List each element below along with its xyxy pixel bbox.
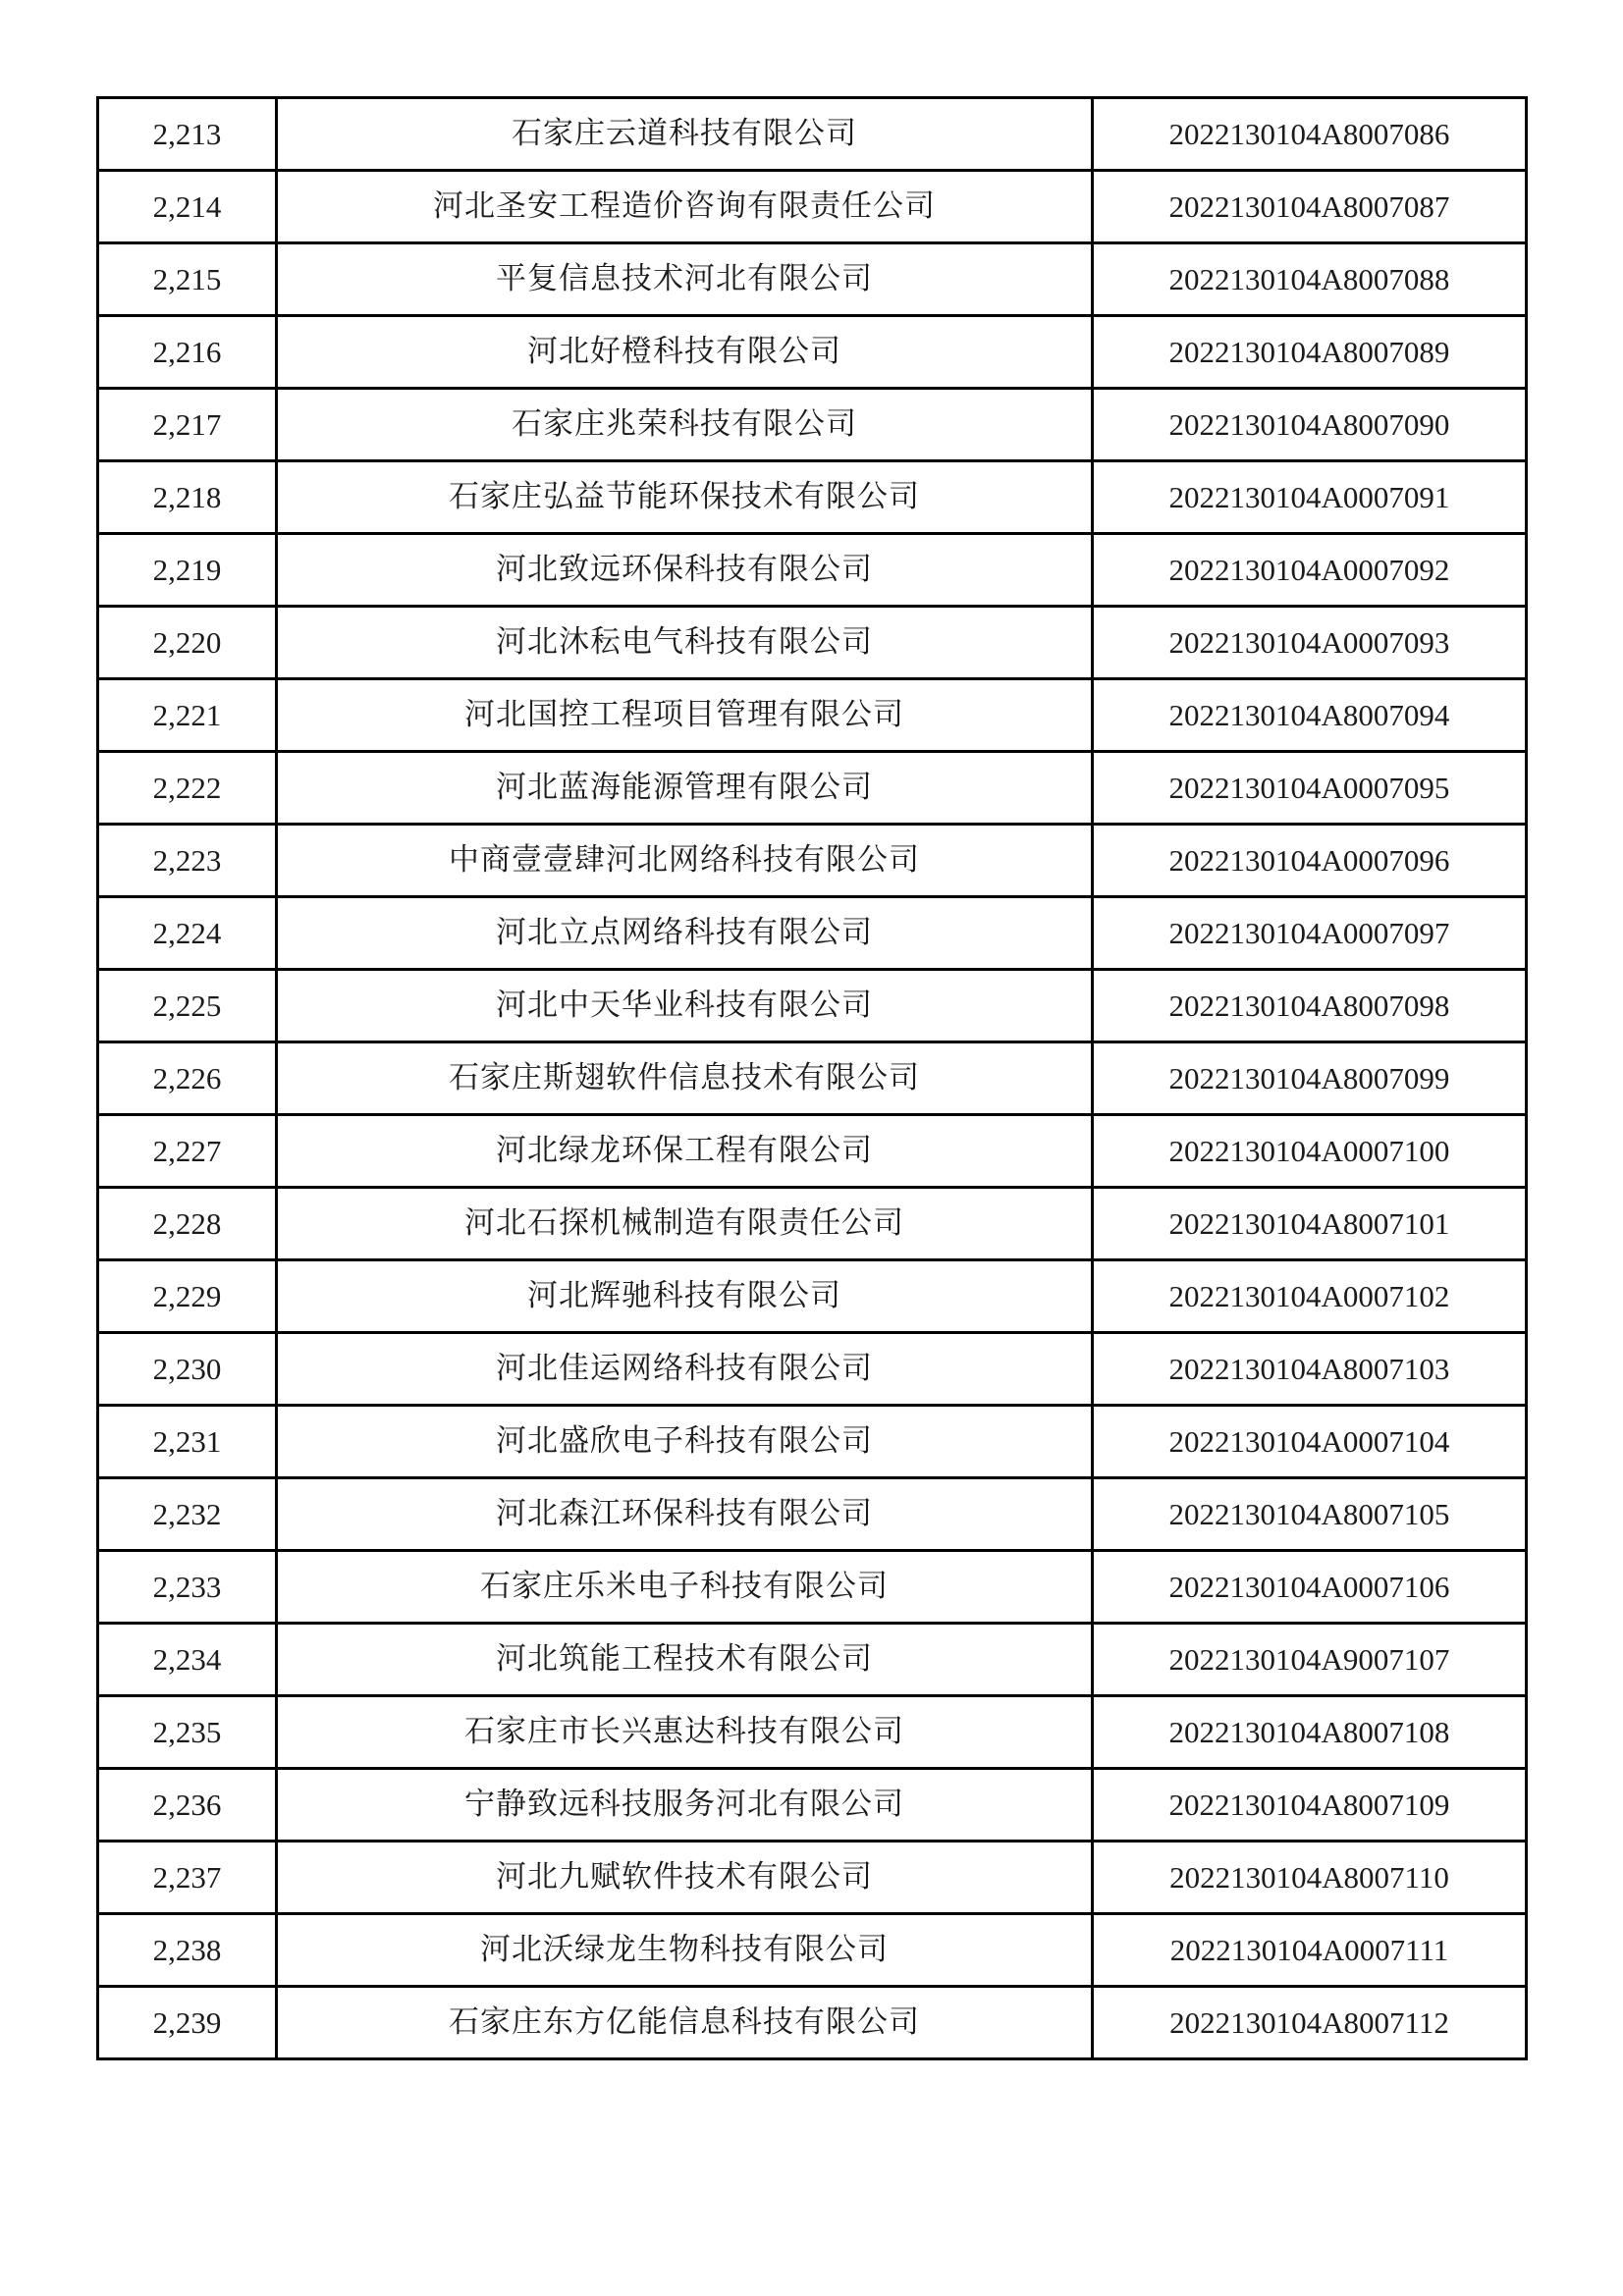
company-name-cell: 河北佳运网络科技有限公司 [277, 1333, 1093, 1406]
row-index-cell: 2,213 [98, 98, 277, 171]
company-name-cell: 宁静致远科技服务河北有限公司 [277, 1769, 1093, 1842]
company-name-cell: 河北立点网络科技有限公司 [277, 897, 1093, 970]
company-name-cell: 河北好橙科技有限公司 [277, 316, 1093, 389]
company-name-cell: 河北国控工程项目管理有限公司 [277, 679, 1093, 752]
row-index-cell: 2,233 [98, 1551, 277, 1624]
table-row [98, 1333, 1527, 1406]
table-row [98, 1478, 1527, 1551]
table-row [98, 1842, 1527, 1914]
row-index-cell: 2,238 [98, 1914, 277, 1987]
registration-code-cell: 2022130104A8007099 [1093, 1042, 1527, 1115]
registration-code-cell: 2022130104A8007108 [1093, 1696, 1527, 1769]
company-name-cell: 河北辉驰科技有限公司 [277, 1260, 1093, 1333]
table-row [98, 1115, 1527, 1188]
row-index-cell: 2,231 [98, 1406, 277, 1478]
row-index-cell: 2,215 [98, 243, 277, 316]
registration-code-cell: 2022130104A8007110 [1093, 1842, 1527, 1914]
table-row [98, 171, 1527, 243]
row-index-cell: 2,234 [98, 1624, 277, 1696]
row-index-cell: 2,229 [98, 1260, 277, 1333]
row-index-cell: 2,217 [98, 389, 277, 461]
table-row [98, 897, 1527, 970]
row-index-cell: 2,214 [98, 171, 277, 243]
company-name-cell: 河北中天华业科技有限公司 [277, 970, 1093, 1042]
company-name-cell: 河北绿龙环保工程有限公司 [277, 1115, 1093, 1188]
table-row [98, 1624, 1527, 1696]
row-index-cell: 2,239 [98, 1987, 277, 2059]
table-row [98, 1260, 1527, 1333]
row-index-cell: 2,224 [98, 897, 277, 970]
table-row [98, 1769, 1527, 1842]
company-name-cell: 石家庄市长兴惠达科技有限公司 [277, 1696, 1093, 1769]
table-body [98, 98, 1527, 2059]
table-row [98, 1042, 1527, 1115]
table-row [98, 970, 1527, 1042]
row-index-cell: 2,230 [98, 1333, 277, 1406]
registration-code-cell: 2022130104A8007105 [1093, 1478, 1527, 1551]
table-row [98, 825, 1527, 897]
table-row [98, 98, 1527, 171]
registration-code-cell: 2022130104A0007096 [1093, 825, 1527, 897]
row-index-cell: 2,236 [98, 1769, 277, 1842]
registration-code-cell: 2022130104A0007092 [1093, 534, 1527, 607]
table-row [98, 1696, 1527, 1769]
registration-code-cell: 2022130104A0007095 [1093, 752, 1527, 825]
row-index-cell: 2,232 [98, 1478, 277, 1551]
registration-code-cell: 2022130104A0007104 [1093, 1406, 1527, 1478]
registration-code-cell: 2022130104A0007106 [1093, 1551, 1527, 1624]
registration-code-cell: 2022130104A9007107 [1093, 1624, 1527, 1696]
registration-code-cell: 2022130104A8007094 [1093, 679, 1527, 752]
registration-code-cell: 2022130104A8007090 [1093, 389, 1527, 461]
company-name-cell: 河北森江环保科技有限公司 [277, 1478, 1093, 1551]
row-index-cell: 2,216 [98, 316, 277, 389]
table-row [98, 752, 1527, 825]
registration-code-cell: 2022130104A0007097 [1093, 897, 1527, 970]
row-index-cell: 2,228 [98, 1188, 277, 1260]
table-row [98, 607, 1527, 679]
company-name-cell: 河北致远环保科技有限公司 [277, 534, 1093, 607]
registration-code-cell: 2022130104A8007089 [1093, 316, 1527, 389]
table-row [98, 1551, 1527, 1624]
table-row [98, 1188, 1527, 1260]
company-name-cell: 河北筑能工程技术有限公司 [277, 1624, 1093, 1696]
registration-code-cell: 2022130104A8007101 [1093, 1188, 1527, 1260]
company-name-cell: 河北蓝海能源管理有限公司 [277, 752, 1093, 825]
company-name-cell: 河北圣安工程造价咨询有限责任公司 [277, 171, 1093, 243]
row-index-cell: 2,235 [98, 1696, 277, 1769]
company-name-cell: 石家庄兆荣科技有限公司 [277, 389, 1093, 461]
registration-code-cell: 2022130104A0007100 [1093, 1115, 1527, 1188]
company-name-cell: 石家庄斯翅软件信息技术有限公司 [277, 1042, 1093, 1115]
registration-code-cell: 2022130104A0007093 [1093, 607, 1527, 679]
company-name-cell: 平复信息技术河北有限公司 [277, 243, 1093, 316]
company-name-cell: 石家庄云道科技有限公司 [277, 98, 1093, 171]
registration-code-cell: 2022130104A8007088 [1093, 243, 1527, 316]
company-name-cell: 河北九赋软件技术有限公司 [277, 1842, 1093, 1914]
registration-code-cell: 2022130104A8007086 [1093, 98, 1527, 171]
company-registry-table [96, 96, 1528, 2060]
table-row [98, 1914, 1527, 1987]
row-index-cell: 2,221 [98, 679, 277, 752]
registration-code-cell: 2022130104A8007112 [1093, 1987, 1527, 2059]
company-name-cell: 石家庄乐米电子科技有限公司 [277, 1551, 1093, 1624]
row-index-cell: 2,219 [98, 534, 277, 607]
registration-code-cell: 2022130104A8007109 [1093, 1769, 1527, 1842]
row-index-cell: 2,222 [98, 752, 277, 825]
registration-code-cell: 2022130104A8007098 [1093, 970, 1527, 1042]
registration-code-cell: 2022130104A0007111 [1093, 1914, 1527, 1987]
table-row [98, 461, 1527, 534]
registration-code-cell: 2022130104A0007102 [1093, 1260, 1527, 1333]
company-name-cell: 河北沃绿龙生物科技有限公司 [277, 1914, 1093, 1987]
company-name-cell: 石家庄弘益节能环保技术有限公司 [277, 461, 1093, 534]
row-index-cell: 2,226 [98, 1042, 277, 1115]
table-row [98, 679, 1527, 752]
registration-code-cell: 2022130104A0007091 [1093, 461, 1527, 534]
table-row [98, 1406, 1527, 1478]
company-name-cell: 河北沐秐电气科技有限公司 [277, 607, 1093, 679]
row-index-cell: 2,223 [98, 825, 277, 897]
row-index-cell: 2,227 [98, 1115, 277, 1188]
table-row [98, 243, 1527, 316]
table-row [98, 389, 1527, 461]
table-row [98, 1987, 1527, 2059]
row-index-cell: 2,218 [98, 461, 277, 534]
company-name-cell: 中商壹壹肆河北网络科技有限公司 [277, 825, 1093, 897]
company-name-cell: 河北盛欣电子科技有限公司 [277, 1406, 1093, 1478]
registration-code-cell: 2022130104A8007103 [1093, 1333, 1527, 1406]
row-index-cell: 2,237 [98, 1842, 277, 1914]
table-row [98, 316, 1527, 389]
registration-code-cell: 2022130104A8007087 [1093, 171, 1527, 243]
table-row [98, 534, 1527, 607]
company-name-cell: 石家庄东方亿能信息科技有限公司 [277, 1987, 1093, 2059]
row-index-cell: 2,225 [98, 970, 277, 1042]
company-name-cell: 河北石探机械制造有限责任公司 [277, 1188, 1093, 1260]
row-index-cell: 2,220 [98, 607, 277, 679]
